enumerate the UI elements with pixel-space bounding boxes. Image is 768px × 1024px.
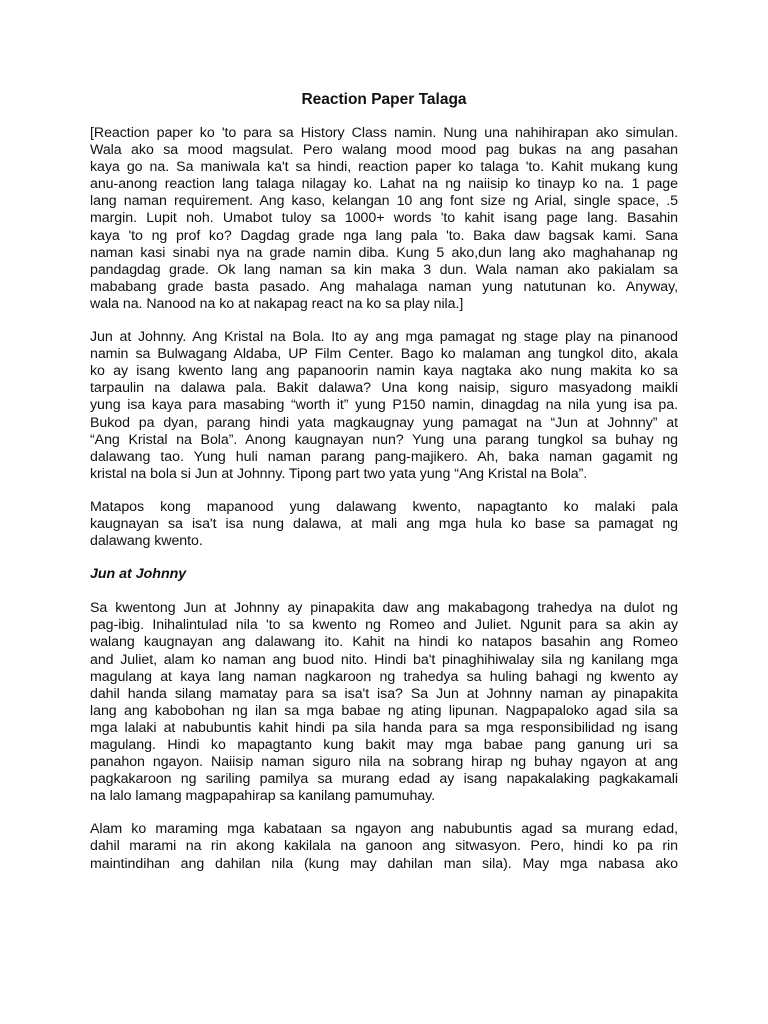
paragraph-line: dahil marami na rin akong kakilala na ganoon ang sitwasyon. Pero, hindi ko pa rin [90, 838, 678, 855]
paragraph-line: ko ay isang kwento lang ang papanoorin namin kaya nagtaka ako nung makita ko sa [90, 363, 678, 380]
paragraph-line: Alam ko maraming mga kabataan sa ngayon ang nabubuntis agad sa murang edad, [90, 821, 678, 838]
paragraph-line: dalawang tao. Yung huli naman parang pang-majikero. Ah, baka naman gagamit ng [90, 448, 678, 465]
section-heading: Jun at Johnny [90, 566, 187, 583]
paragraph-line: yung isa kaya para masabing “worth it” yung P150 namin, dinagdag na nila yung isa pa. [90, 397, 678, 414]
paragraph-line: “Ang Kristal na Bola”. Anong kaugnayan nun? Yung una parang tungkol sa buhay ng [90, 431, 678, 448]
paragraph-line: mababang grade basta pasado. Ang mahalaga naman yung natutunan ko. Anyway, [90, 278, 678, 295]
paragraph [90, 499, 678, 550]
paragraph-line: anu-anong reaction lang talaga nilagay ko. Lahat na ng naiisip ko tinayp ko na. 1 page [90, 176, 678, 193]
paragraph-line: pandagdag grade. Ok lang naman sa kin maka 3 dun. Wala naman ako pakialam sa [90, 261, 678, 278]
section-body [90, 600, 678, 872]
paragraph-line: Wala ako sa mood magsulat. Pero walang mood mood pag bukas na ang pasahan [90, 142, 678, 159]
paragraph-line: dalawang kwento. [90, 533, 203, 550]
paragraph [90, 600, 678, 805]
paragraph-line: dahil handa silang mamatay para sa isa't isa? Sa Jun at Johnny naman ay pinapakita [90, 685, 678, 702]
paragraph-line: Jun at Johnny. Ang Kristal na Bola. Ito ay ang mga pamagat ng stage play na pinanood [90, 329, 678, 346]
document-title: Reaction Paper Talaga [301, 91, 467, 108]
paragraph [90, 329, 678, 483]
paragraph-line: pag-ibig. Inihalintulad nila 'to sa kwento ng Romeo and Juliet. Ngunit para sa akin ay [90, 617, 678, 634]
paragraph-line: tarpaulin na dalawa pala. Bakit dalawa? Una kong naisip, siguro masyadong maikli [90, 380, 678, 397]
paragraph-line: Sa kwentong Jun at Johnny ay pinapakita daw ang makabagong trahedya na dulot ng [90, 600, 678, 617]
paragraph [90, 125, 678, 313]
document-page [90, 90, 678, 1024]
paragraph-line: and Juliet, alam ko naman ang buod nito. Hindi ba't pinaghihiwalay sila ng kanilang mga [90, 651, 678, 668]
paragraph-line: kaya 'to ng prof ko? Dagdag grade nga lang pala 'to. Baka daw bagsak kami. Sana [90, 227, 678, 244]
document-body [90, 125, 678, 550]
paragraph-line: naman kasi sinabi nya na grade namin diba. Kung 5 ako,dun lang ako maghahanap ng [90, 244, 678, 261]
paragraph-line: maintindihan ang dahilan nila (kung may dahilan man sila). May mga nabasa ako [90, 855, 678, 872]
paragraph-line: margin. Lupit noh. Umabot tuloy sa 1000+ words 'to kahit isang page lang. Basahin [90, 210, 678, 227]
paragraph [90, 821, 678, 872]
paragraph-line: kaya go na. Sa maniwala ka't sa hindi, reaction paper ko talaga 'to. Kahit mukang kung [90, 159, 678, 176]
paragraph-line: mga lalaki at nabubuntis kahit hindi pa sila handa para sa mga responsibilidad ng isang [90, 719, 678, 736]
paragraph-line: wala na. Nanood na ko at nakapag react na ko sa play nila.] [90, 295, 464, 312]
paragraph-line: magulang at kaya lang naman nagkaroon ng trahedya sa huling bahagi ng kwento ay [90, 668, 678, 685]
paragraph-line: namin sa Bulwagang Aldaba, UP Film Center. Bago ko malaman ang tungkol dito, akala [90, 346, 678, 363]
paragraph-line: magulang. Hindi ko mapagtanto kung bakit may mga babae pang ganung uri sa [90, 737, 678, 753]
paragraph-line: Matapos kong mapanood yung dalawang kwento, napagtanto ko malaki pala [90, 498, 678, 515]
paragraph-line: lang naman requirement. Ang kaso, kelangan 10 ang font size ng Arial, single space, .5 [90, 193, 678, 210]
paragraph-line: kristal na bola si Jun at Johnny. Tipong part two yata yung “Ang Kristal na Bola”. [90, 465, 588, 482]
paragraph-line: [Reaction paper ko 'to para sa History Class namin. Nung una nahihirapan ako simulan. [90, 125, 678, 141]
paragraph-line: lang ang kabobohan ng ilan sa mga babae ng ating lipunan. Nagpapaloko agad sila sa [90, 702, 678, 719]
paragraph-line: pagkakaroon ng sariling pamilya sa murang edad ay isang napakalaking pagkakamali [90, 771, 678, 788]
paragraph-line: na lalo lamang magpapahirap sa kanilang pamumuhay. [90, 788, 436, 805]
paragraph-line: kaugnayan sa isa't isa nung dalawa, at mali ang mga hula ko base sa pamagat ng [90, 515, 678, 532]
paragraph-line: Bukod pa dyan, parang hindi yata magkaugnay yung pamagat na “Jun at Johnny” at [90, 414, 678, 431]
paragraph-line: panahon ngayon. Naiisip naman siguro nila na sobrang hirap ng buhay ngayon at ang [90, 754, 678, 771]
paragraph-line: walang kaugnayan ang dalawang ito. Kahit na hindi ko natapos basahin ang Romeo [90, 634, 678, 651]
